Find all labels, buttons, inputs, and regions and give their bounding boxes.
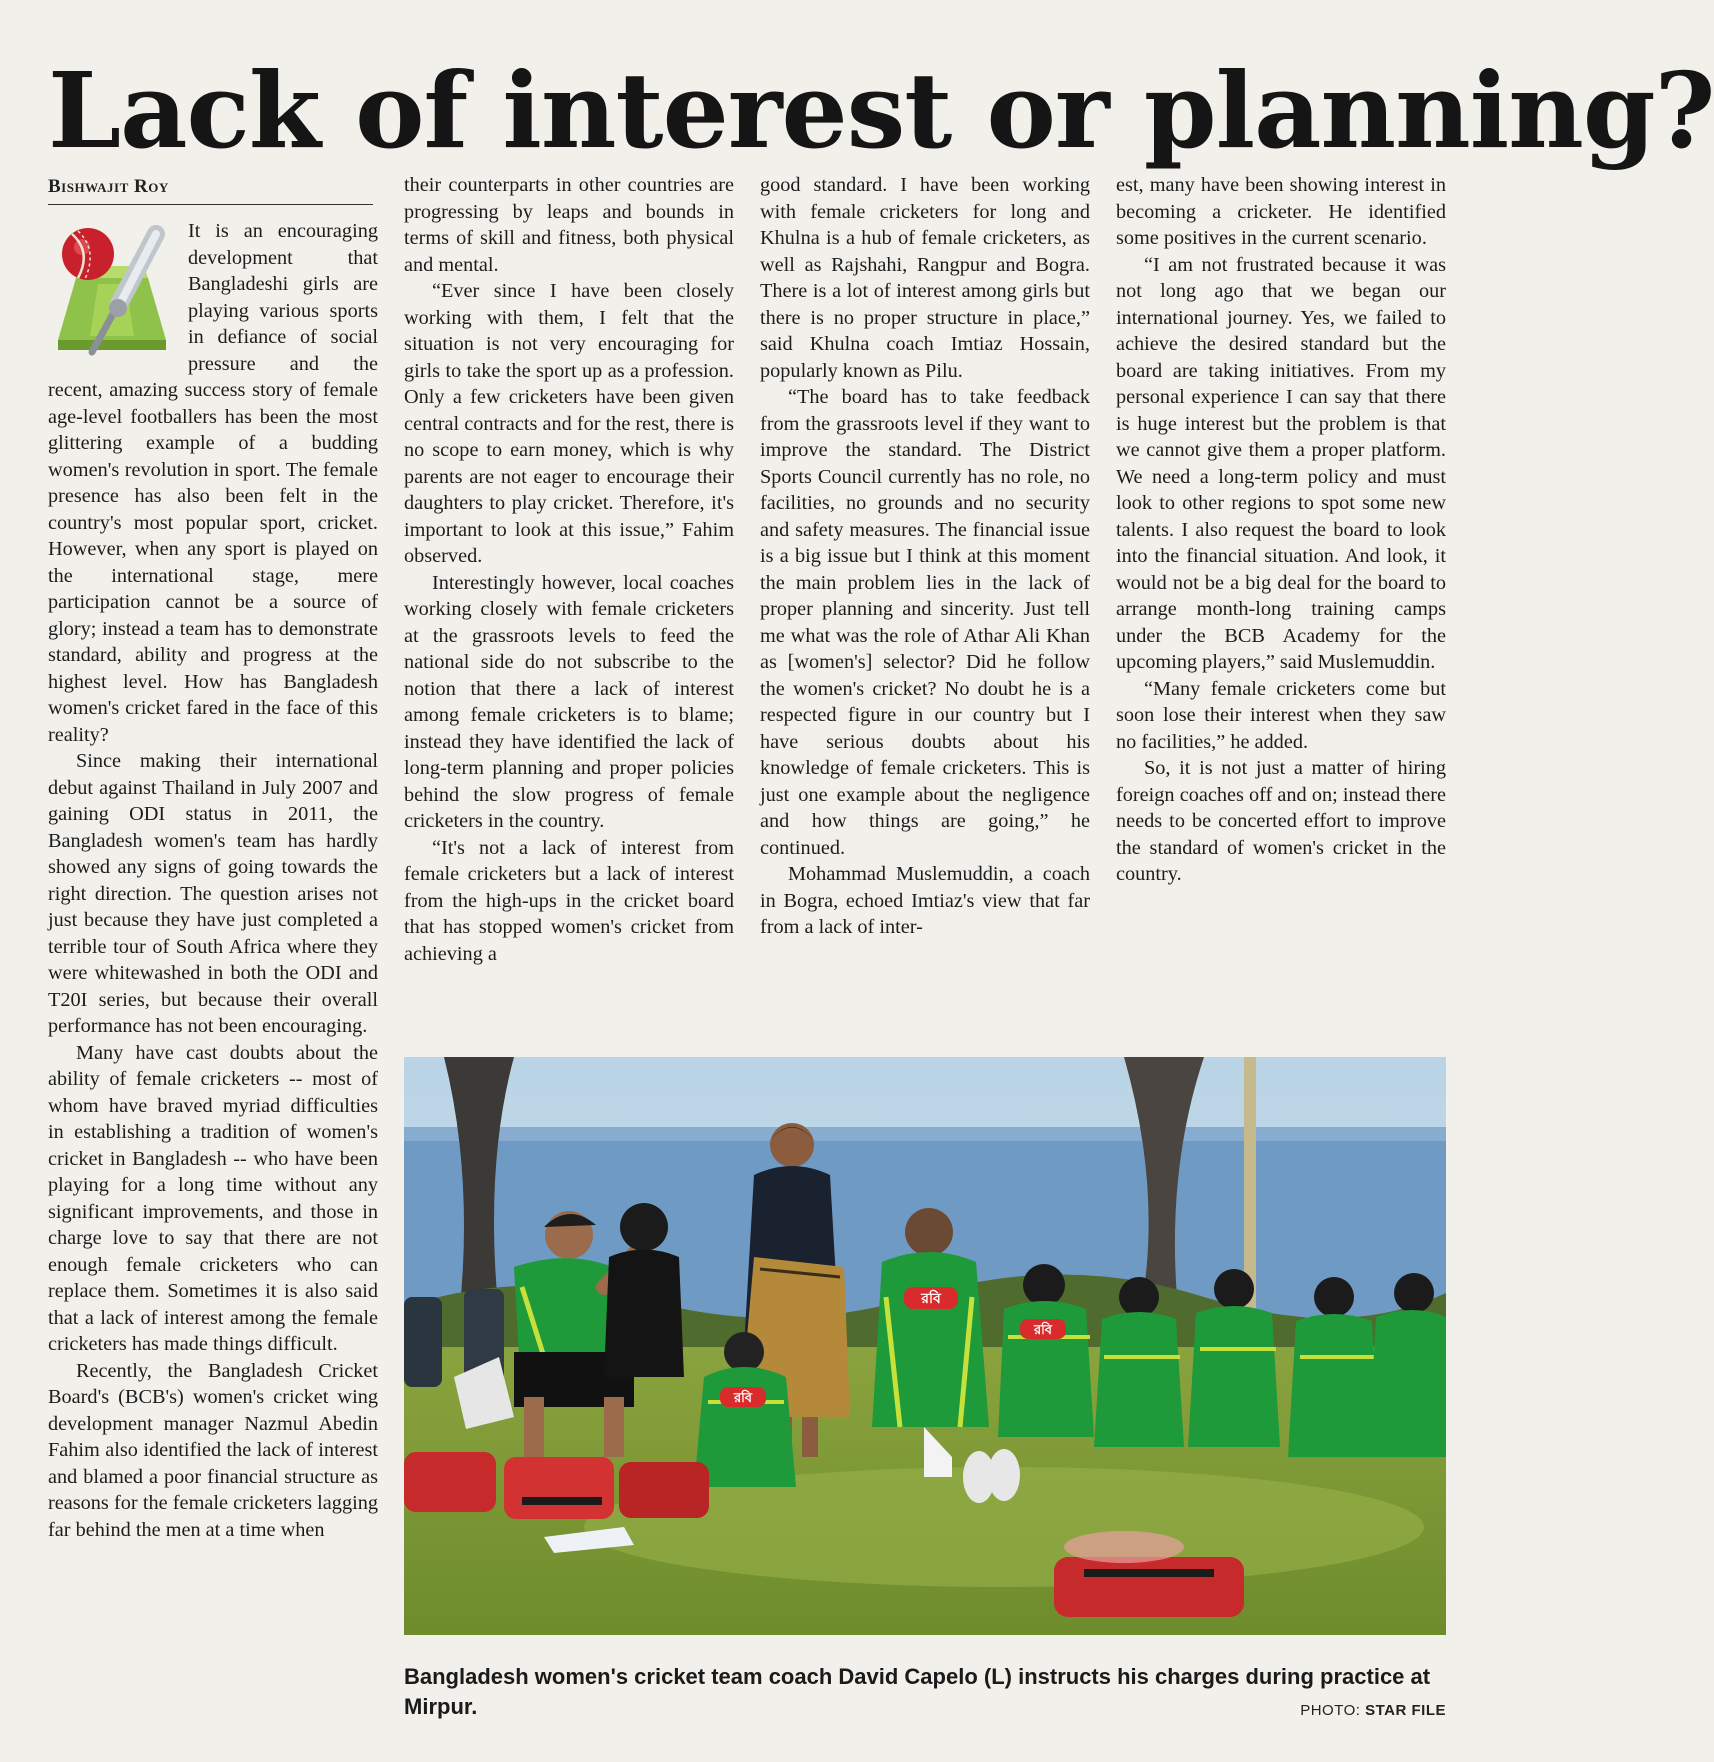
article-column-1	[48, 218, 378, 1728]
article-column-3	[760, 172, 1090, 1024]
paragraph: Many have cast doubts about the ability of female cricketers -- most of whom have braved myriad difficulties in establishing a tradition of women's cricket in Bangladesh -- who have been playing for a long time without any significant improvements, and those in charge love to say that there are not enough female cricketers who can replace them. Sometimes it is also said that a lack of interest among the female cricketers has made things difficult.	[48, 1041, 378, 1355]
paragraph: “Ever since I have been closely working with them, I felt that the situation is not very encouraging for girls to take the sport up as a profession. Only a few cricketers have been given central contracts and for the rest, there is no scope to earn money, which is why parents are not eager to encourage their daughters to play cricket. Therefore, it's important to look at this issue,” Fahim observed.	[404, 280, 734, 567]
photo-credit	[1300, 1702, 1446, 1719]
photo-caption: Bangladesh women's cricket team coach David Capelo (L) instructs his charges during practice at Mirpur.	[404, 1664, 1431, 1719]
paragraph: good standard. I have been working with female cricketers for long and Khulna is a hub of female cricketers, as well as Rajshahi, Rangpur and Bogra. There is a lot of interest among girls but there is no proper structure in place,” said Khulna coach Imtiaz Hossain, popularly known as Pilu.	[760, 174, 1090, 382]
jersey-sponsor-text: রবি	[921, 1291, 941, 1307]
photo-credit-label: PHOTO:	[1300, 1702, 1361, 1719]
paragraph: Mohammad Muslemuddin, a coach in Bogra, echoed Imtiaz's view that far from a lack of inter-	[760, 863, 1090, 938]
photo-credit-source: STAR FILE	[1365, 1702, 1446, 1719]
paragraph: Recently, the Bangladesh Cricket Board's (BCB's) women's cricket wing development manager Nazmul Abedin Fahim also identified the lack of interest and blamed a poor financial structure as reasons for the female cricketers lagging far behind the men at a time when	[48, 1359, 378, 1541]
headline: Lack of interest or planning?	[48, 49, 1714, 172]
team-practice-photo	[404, 1057, 1446, 1635]
paragraph: So, it is not just a matter of hiring foreign coaches off and on; instead there needs to be concerted effort to improve the standard of women's cricket in the country.	[1116, 757, 1446, 885]
paragraph: “Many female cricketers come but soon lose their interest when they saw no facilities,” he added.	[1116, 677, 1446, 753]
paragraph: “The board has to take feedback from the grassroots level if they want to improve the standard. The District Sports Council currently has no role, no facilities, no grounds and no security and safety measures. The financial issue is a big issue but I think at this moment the main problem lies in the lack of proper planning and sincerity. Just tell me what was the role of Athar Ali Khan as [women's] selector? Did he follow the women's cricket? No doubt he is a respected figure in our country but I have serious doubts about his knowledge of female cricketers. This is just one example about the negligence and how things are going,” he continued.	[760, 386, 1090, 859]
paragraph: It is an encouraging development that Bangladeshi girls are playing various sports in defiance of social pressure and the recent, amazing success story of female age-level footballers has been the most glittering example of a budding women's revolution in sport. The female presence has also been felt in the country's most popular sport, cricket. However, when any sport is played on the international stage, mere participation cannot be a source of glory; instead a team has to demonstrate standard, ability and progress at the highest level. How has Bangladesh women's cricket fared in the face of this reality?	[48, 220, 378, 746]
paragraph: “It's not a lack of interest from female cricketers but a lack of interest from the high-ups in the cricket board that has stopped women's cricket from achieving a	[404, 836, 734, 965]
paragraph: est, many have been showing interest in becoming a cricketer. He identified some positives in the current scenario.	[1116, 174, 1446, 249]
article-column-2	[404, 172, 734, 1024]
paragraph: Interestingly however, local coaches working closely with female cricketers at the grassroots levels to feed the national side do not subscribe to the notion that there a lack of interest among female cricketers is to blame; instead they have identified the lack of long-term planning and proper policies behind the slow progress of female cricketers in the country.	[404, 571, 734, 832]
jersey-sponsor-text: রবি	[733, 1391, 753, 1406]
article-column-4	[1116, 172, 1446, 1024]
jersey-sponsor-text: রবি	[1033, 1323, 1053, 1338]
paragraph: Since making their international debut against Thailand in July 2007 and gaining ODI status in 2011, the Bangladesh women's team has hardly showed any signs of going towards the right direction. The question arises not just because they have just completed a terrible tour of South Africa where they were whitewashed in both the ODI and T20I series, but because their overall performance has not been encouraging.	[48, 750, 378, 1037]
cricket-section-icon	[48, 220, 176, 360]
paragraph: their counterparts in other countries are progressing by leaps and bounds in terms of skill and fitness, both physical and mental.	[404, 174, 734, 276]
paragraph: “I am not frustrated because it was not long ago that we began our international journey. Yes, we failed to achieve the desired standard but the board are taking initiatives. From my personal experience I can say that there is huge interest but the problem is that we cannot give them a proper platform. We need a long-term policy and must look to other regions to spot some new talents. I also request the board to look into the financial situation. And look, it would not be a big deal for the board to arrange month-long training camps under the BCB Academy for the upcoming players,” said Muslemuddin.	[1116, 253, 1446, 673]
byline: Bishwajit Roy	[48, 176, 373, 205]
